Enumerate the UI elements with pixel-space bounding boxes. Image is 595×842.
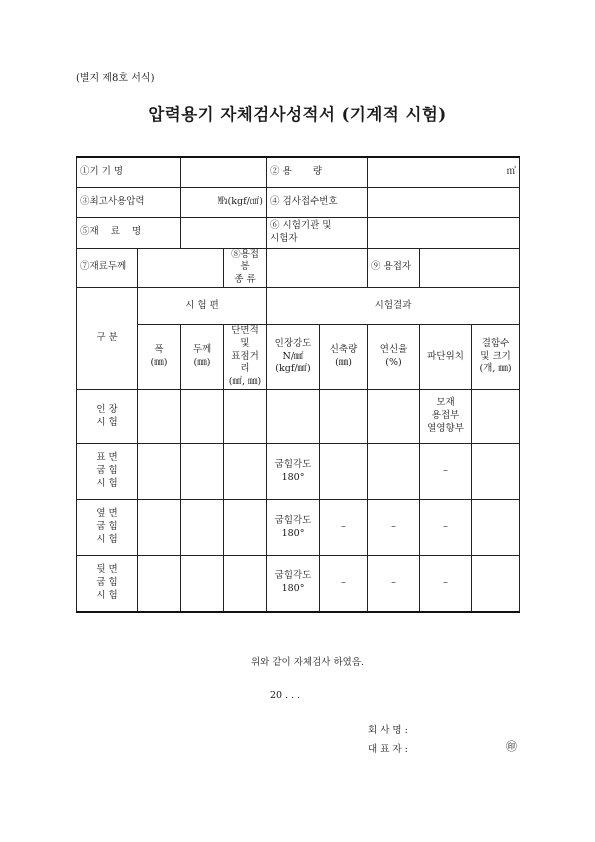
- col-fracture-header: 파단위치: [420, 324, 472, 389]
- material-thickness-field[interactable]: [138, 248, 224, 287]
- width-cell[interactable]: [138, 500, 181, 556]
- table-row: [77, 390, 520, 444]
- inspection-number-label: ④ 검사접수번호: [267, 187, 368, 217]
- form-number: (별지 제8호 서식): [76, 73, 155, 84]
- ratio-cell[interactable]: [368, 390, 420, 444]
- col-thickness-header: 두께 (㎜): [181, 324, 224, 389]
- material-name-field[interactable]: [181, 217, 267, 248]
- max-pressure-field[interactable]: [181, 187, 267, 217]
- specimen-header: 시 험 편: [138, 287, 267, 324]
- thickness-cell[interactable]: [181, 500, 224, 556]
- capacity-field[interactable]: [368, 157, 520, 187]
- tensile-cell[interactable]: [267, 390, 320, 444]
- thickness-cell[interactable]: [181, 444, 224, 500]
- welder-field[interactable]: [420, 248, 520, 287]
- thickness-cell[interactable]: [181, 556, 224, 612]
- weld-type-label: ⑧용접봉 종 류: [224, 248, 267, 287]
- division-header: 구 분: [77, 287, 138, 389]
- capacity-unit: ㎥: [506, 165, 517, 177]
- ratio-cell[interactable]: –: [368, 500, 420, 556]
- col-elongation-header: 신축량 (㎜): [320, 324, 368, 389]
- thickness-cell[interactable]: [181, 390, 224, 444]
- row-label: 인 장 시 험: [77, 390, 138, 444]
- elongation-cell[interactable]: –: [320, 500, 368, 556]
- tensile-cell[interactable]: 굽힘각도 180°: [267, 500, 320, 556]
- area-cell[interactable]: [224, 500, 267, 556]
- width-cell[interactable]: [138, 390, 181, 444]
- tensile-cell[interactable]: 굽힘각도 180°: [267, 444, 320, 500]
- inspection-table: [76, 156, 520, 613]
- area-cell[interactable]: [224, 556, 267, 612]
- defect-cell[interactable]: [472, 390, 520, 444]
- tensile-cell[interactable]: 굽힘각도 180°: [267, 556, 320, 612]
- defect-cell[interactable]: [472, 500, 520, 556]
- material-thickness-label: ⑦재료두께: [77, 248, 138, 287]
- elongation-cell[interactable]: [320, 444, 368, 500]
- elongation-cell[interactable]: [320, 390, 368, 444]
- col-area-header: 단면적및 표점거리 (㎟, ㎜): [224, 324, 267, 389]
- row-label: 표 면 굽 힘 시 험: [77, 444, 138, 500]
- area-cell[interactable]: [224, 444, 267, 500]
- width-cell[interactable]: [138, 444, 181, 500]
- capacity-label: ② 용 량: [267, 157, 368, 187]
- col-ratio-header: 연신율 (%): [368, 324, 420, 389]
- ratio-cell[interactable]: [368, 444, 420, 500]
- equipment-name-field[interactable]: [181, 157, 267, 187]
- table-row: [77, 556, 520, 612]
- equipment-name-label: ①기 기 명: [77, 157, 181, 187]
- col-width-header: 폭 (㎜): [138, 324, 181, 389]
- fracture-cell[interactable]: –: [420, 444, 472, 500]
- elongation-cell[interactable]: –: [320, 556, 368, 612]
- representative-label: 대 표 자 :: [368, 744, 408, 755]
- welder-label: ⑨ 용접자: [368, 248, 420, 287]
- company-name-label: 회 사 명 :: [368, 725, 408, 736]
- row-label: 옆 면 굽 힘 시 험: [77, 500, 138, 556]
- width-cell[interactable]: [138, 556, 181, 612]
- area-cell[interactable]: [224, 390, 267, 444]
- fracture-cell[interactable]: 모재 용접부 열영향부: [420, 390, 472, 444]
- confirmation-statement: 위와 같이 자체검사 하였음.: [250, 657, 365, 668]
- fracture-cell[interactable]: –: [420, 500, 472, 556]
- weld-type-field[interactable]: [267, 248, 368, 287]
- table-row: [77, 500, 520, 556]
- table-row: [77, 444, 520, 500]
- seal-mark: ㊞: [506, 740, 517, 753]
- date-field[interactable]: 20 . . .: [270, 690, 301, 701]
- row-label: 뒷 면 굽 힘 시 험: [77, 556, 138, 612]
- max-pressure-label: ③최고사용압력: [77, 187, 181, 217]
- defect-cell[interactable]: [472, 556, 520, 612]
- max-pressure-unit: ㎫(kgf/㎠): [218, 195, 264, 207]
- material-name-label: ⑤재 료 명: [77, 217, 181, 248]
- ratio-cell[interactable]: –: [368, 556, 420, 612]
- test-org-label: ⑥ 시험기관 및 시험자: [267, 217, 368, 248]
- test-org-field[interactable]: [368, 217, 520, 248]
- col-tensile-header: 인장강도 N/㎟ (kgf/㎟): [267, 324, 320, 389]
- defect-cell[interactable]: [472, 444, 520, 500]
- results-header: 시험결과: [267, 287, 520, 324]
- col-defect-header: 결함수 및 크기 (개, ㎜): [472, 324, 520, 389]
- fracture-cell[interactable]: –: [420, 556, 472, 612]
- inspection-number-field[interactable]: [368, 187, 520, 217]
- document-title: 압력용기 자체검사성적서 (기계적 시험): [148, 105, 447, 124]
